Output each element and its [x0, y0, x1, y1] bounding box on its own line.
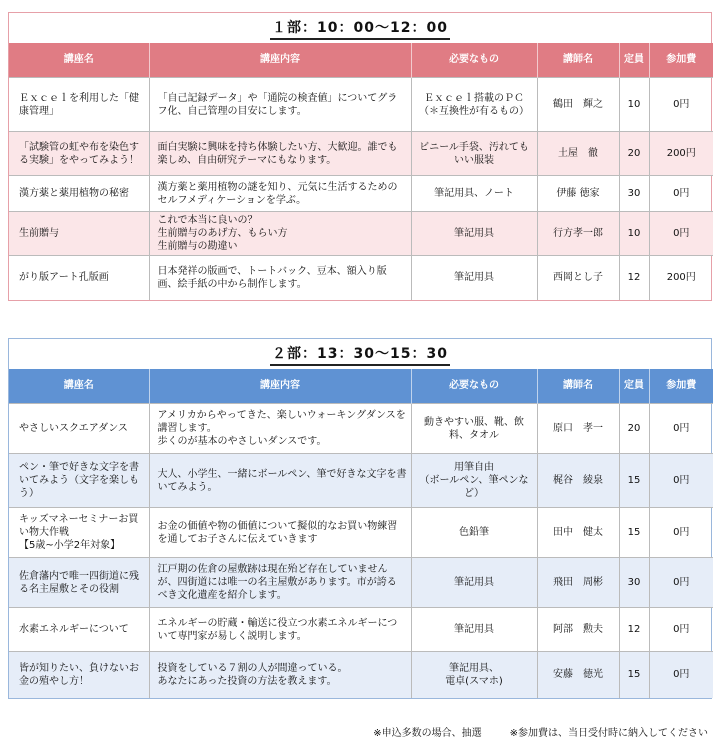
course-content-cell: アメリカからやってきた、楽しいウォーキングダンスを講習します。 歩くのが基本のやさしいダンスです。: [149, 404, 411, 454]
header-row: [9, 43, 713, 78]
fee-cell: 0円: [649, 558, 713, 608]
fee-cell: 0円: [649, 508, 713, 558]
capacity-cell: 12: [619, 256, 649, 300]
footnotes: [373, 724, 708, 739]
fee-note: ※参加費は、当日受付時に納入してください: [509, 728, 708, 739]
teacher-cell: 梶谷 綾泉: [537, 454, 619, 508]
required-items-cell: Ｅｘｃｅｌ搭載のＰＣ（＊互換性が有るもの）: [411, 78, 537, 132]
header-capacity: 定員: [619, 369, 649, 404]
course-name-cell: やさしいスクエアダンス: [9, 404, 149, 454]
table-row: [9, 652, 713, 698]
capacity-cell: 20: [619, 132, 649, 176]
table-row: [9, 78, 713, 132]
teacher-cell: 安藤 徳光: [537, 652, 619, 698]
course-name-cell: 「試験管の虹や布を染色する実験」をやってみよう！: [9, 132, 149, 176]
table-row: [9, 176, 713, 212]
teacher-cell: 行方孝一郎: [537, 212, 619, 256]
course-name-cell: キッズマネーセミナーお買い物大作戦 【5歳~小学2年対象】: [9, 508, 149, 558]
capacity-cell: 10: [619, 212, 649, 256]
part1-title-text: １部：10：00～12：00: [270, 17, 450, 40]
header-teacher: 講師名: [537, 43, 619, 78]
table-row: [9, 454, 713, 508]
required-items-cell: 動きやすい服、靴、飲料、タオル: [411, 404, 537, 454]
course-content-cell: 江戸期の佐倉の屋敷跡は現在殆ど存在していませんが、四街道には唯一の名主屋敷があります。市が誇るべき文化遺産を紹介します。: [149, 558, 411, 608]
header-capacity: 定員: [619, 43, 649, 78]
header-name: 講座名: [9, 369, 149, 404]
required-items-cell: 用筆自由 （ボールペン、筆ペンなど）: [411, 454, 537, 508]
part2-title-text: ２部：13：30～15：30: [270, 343, 450, 366]
capacity-cell: 15: [619, 652, 649, 698]
required-items-cell: 筆記用具、ノート: [411, 176, 537, 212]
capacity-cell: 15: [619, 508, 649, 558]
part2-table: [9, 369, 713, 698]
required-items-cell: 色鉛筆: [411, 508, 537, 558]
table-row: [9, 212, 713, 256]
course-name-cell: ペン・筆で好きな文字を書いてみよう（文字を楽しもう）: [9, 454, 149, 508]
lottery-note: ※申込多数の場合、抽選: [373, 728, 482, 739]
required-items-cell: 筆記用具、 電卓(スマホ): [411, 652, 537, 698]
capacity-cell: 10: [619, 78, 649, 132]
required-items-cell: 筆記用具: [411, 558, 537, 608]
course-name-cell: 生前贈与: [9, 212, 149, 256]
fee-cell: 0円: [649, 78, 713, 132]
teacher-cell: 阿部 勲夫: [537, 608, 619, 652]
fee-cell: 0円: [649, 404, 713, 454]
fee-cell: 0円: [649, 454, 713, 508]
capacity-cell: 20: [619, 404, 649, 454]
course-content-cell: 投資をしている７割の人が間違っている。 あなたにあった投資の方法を教えます。: [149, 652, 411, 698]
header-content: 講座内容: [149, 43, 411, 78]
table-row: [9, 404, 713, 454]
course-content-cell: エネルギーの貯蔵・輸送に役立つ水素エネルギーについて専門家が易しく説明します。: [149, 608, 411, 652]
capacity-cell: 12: [619, 608, 649, 652]
required-items-cell: 筆記用具: [411, 256, 537, 300]
fee-cell: 0円: [649, 176, 713, 212]
teacher-cell: 伊藤 徳家: [537, 176, 619, 212]
course-content-cell: お金の価値や物の価値について擬似的なお買い物練習を通してお子さんに伝えていきます: [149, 508, 411, 558]
course-name-cell: Ｅｘｃｅｌを利用した「健康管理」: [9, 78, 149, 132]
capacity-cell: 30: [619, 176, 649, 212]
course-content-cell: 「自己記録データ」や「通院の検査値」についてグラフ化、自己管理の目安にします。: [149, 78, 411, 132]
capacity-cell: 30: [619, 558, 649, 608]
teacher-cell: 土屋 徹: [537, 132, 619, 176]
header-teacher: 講師名: [537, 369, 619, 404]
teacher-cell: 西岡とし子: [537, 256, 619, 300]
part1-title: [9, 13, 711, 43]
course-name-cell: 漢方薬と薬用植物の秘密: [9, 176, 149, 212]
fee-cell: 0円: [649, 212, 713, 256]
table-row: [9, 132, 713, 176]
header-row: [9, 369, 713, 404]
part1-table: [9, 43, 713, 300]
teacher-cell: 原口 孝一: [537, 404, 619, 454]
table-row: [9, 558, 713, 608]
course-content-cell: 日本発祥の版画で、トートバック、豆本、額入り版画、絵手紙の中から制作します。: [149, 256, 411, 300]
header-fee: 参加費: [649, 369, 713, 404]
course-name-cell: 佐倉藩内で唯一四街道に残る名主屋敷とその役割: [9, 558, 149, 608]
teacher-cell: 田中 健太: [537, 508, 619, 558]
course-content-cell: 面白実験に興味を持ち体験したい方、大歓迎。誰でも楽しめ、自由研究テーマにもなります。: [149, 132, 411, 176]
header-fee: 参加費: [649, 43, 713, 78]
header-items: 必要なもの: [411, 43, 537, 78]
fee-cell: 0円: [649, 652, 713, 698]
table-row: [9, 608, 713, 652]
part2-title: [9, 339, 711, 369]
teacher-cell: 飛田 周彬: [537, 558, 619, 608]
course-content-cell: これで本当に良いの？ 生前贈与のあげ方、もらい方 生前贈与の勘違い: [149, 212, 411, 256]
header-items: 必要なもの: [411, 369, 537, 404]
course-name-cell: がり版アート孔版画: [9, 256, 149, 300]
header-content: 講座内容: [149, 369, 411, 404]
fee-cell: 200円: [649, 256, 713, 300]
required-items-cell: 筆記用具: [411, 608, 537, 652]
header-name: 講座名: [9, 43, 149, 78]
course-name-cell: 水素エネルギーについて: [9, 608, 149, 652]
part1-section: [8, 12, 712, 301]
teacher-cell: 鶴田 輝之: [537, 78, 619, 132]
required-items-cell: 筆記用具: [411, 212, 537, 256]
fee-cell: 200円: [649, 132, 713, 176]
course-name-cell: 皆が知りたい、負けないお金の殖やし方！: [9, 652, 149, 698]
course-content-cell: 漢方薬と薬用植物の謎を知り、元気に生活するためのセルフメディケーションを学ぶ。: [149, 176, 411, 212]
part2-section: [8, 338, 712, 699]
fee-cell: 0円: [649, 608, 713, 652]
required-items-cell: ビニール手袋、汚れてもいい服装: [411, 132, 537, 176]
course-content-cell: 大人、小学生、一緒にボールペン、筆で好きな文字を書いてみよう。: [149, 454, 411, 508]
capacity-cell: 15: [619, 454, 649, 508]
table-row: [9, 508, 713, 558]
table-row: [9, 256, 713, 300]
